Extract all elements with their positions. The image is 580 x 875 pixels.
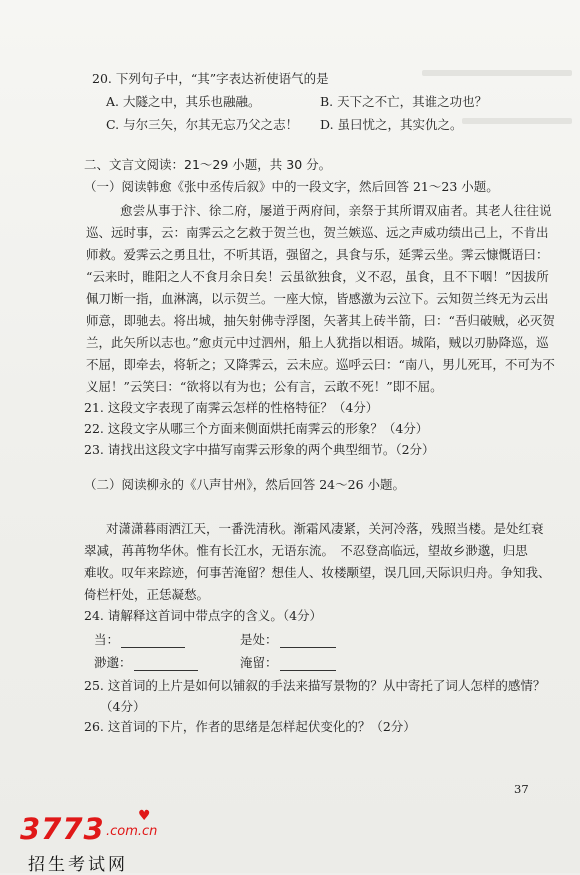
passage-line: 愈尝从事于汴、徐二府，屡道于两府间，亲祭于其所谓双庙者。其老人往往说 [120, 203, 552, 218]
passage-line: 巡、远时事，云：南霁云之乞救于贺兰也，贺兰嫉巡、远之声威功绩出己上，不肯出 [86, 225, 549, 240]
poem-line: 难收。叹年来踪迹，何事苦淹留？想佳人、妆楼颙望，误几回,天际识归舟。争知我、 [84, 565, 551, 580]
q24-answer-shichu [240, 632, 336, 648]
q22: 22. 这段文字从哪三个方面来侧面烘托南霁云的形象？（4分） [84, 421, 429, 436]
q24-answer-yanliu [240, 655, 336, 671]
logo-subtitle: 招生考试网 [28, 855, 128, 875]
q25-line2: （4分） [100, 699, 146, 714]
passage-line: 兰，此矢所以志也。”愈贞元中过泗州，船上人犹指以相语。城陷，贼以刃胁降巡，巡 [86, 335, 549, 350]
q25-line1: 25. 这首词的上片是如何以铺叙的手法来描写景物的？从中寄托了词人怎样的感情？ [84, 678, 546, 693]
logo-number: 3773 [20, 812, 105, 846]
q20-stem: 20. 下列句子中，“其”字表达祈使语气的是 [92, 71, 329, 86]
passage-line: 师意，即驰去。将出城，抽矢射佛寺浮图，矢著其上砖半箭，曰：“吾归破贼，必灭贺 [86, 313, 555, 328]
passage-line: 义屈！”云笑曰：“欲将以有为也；公有言，云敢不死！”即不屈。 [86, 379, 443, 394]
part1-intro: （一）阅读韩愈《张中丞传后叙》中的一段文字，然后回答 21～23 小题。 [84, 179, 499, 194]
answer-blank[interactable] [280, 647, 336, 648]
page-number: 37 [514, 782, 529, 796]
q24-label-yanliu: 淹留： [240, 655, 278, 670]
answer-blank[interactable] [134, 670, 198, 671]
q20-option-b: B. 天下之不亡，其谁之功也？ [320, 94, 488, 109]
answer-blank[interactable] [280, 670, 336, 671]
q26: 26. 这首词的下片，作者的思绪是怎样起伏变化的？（2分） [84, 719, 416, 734]
passage-line: “云来时，睢阳之人不食月余日矣！云虽欲独食，义不忍，虽食，且不下咽！”因拔所 [86, 269, 549, 284]
part2-intro: （二）阅读柳永的《八声甘州》，然后回答 24～26 小题。 [84, 477, 406, 492]
poem-line: 对潇潇暮雨洒江天，一番洗清秋。渐霜风凄紧，关河冷落，残照当楼。是处红衰 [106, 521, 544, 536]
section-heading: 二、文言文阅读：21～29 小题，共 30 分。 [84, 157, 332, 172]
poem-line: 翠减，苒苒物华休。惟有长江水，无语东流。 不忍登高临远，望故乡渺邈，归思 [84, 543, 528, 558]
q21: 21. 这段文字表现了南霁云怎样的性格特征？（4分） [84, 400, 379, 415]
answer-blank[interactable] [121, 647, 185, 648]
q20-option-a: A. 大隧之中，其乐也融融。 [106, 94, 261, 109]
q23: 23. 请找出这段文字中描写南霁云形象的两个典型细节。（2分） [84, 442, 435, 457]
passage-line: 不屈，即牵去，将斩之；又降霁云，云未应。巡呼云曰：“南八，男儿死耳，不可为不 [86, 357, 555, 372]
heart-icon: ♥ [138, 808, 151, 824]
q24: 24. 请解释这首词中带点字的含义。（4分） [84, 608, 323, 623]
logo-domain: .com.cn [106, 824, 158, 839]
q24-label-shichu: 是处： [240, 632, 278, 647]
passage-line: 师救。爱霁云之勇且壮，不听其语，强留之，具食与乐，延霁云坐。霁云慷慨语曰： [86, 247, 549, 262]
passage-line: 佩刀断一指，血淋漓，以示贺兰。一座大惊，皆感激为云泣下。云知贺兰终无为云出 [86, 291, 549, 306]
poem-line: 倚栏杆处，正恁凝愁。 [84, 587, 210, 602]
q24-answer-miaomiao [94, 655, 198, 671]
q24-label-dang: 当： [94, 632, 120, 647]
site-watermark-logo [20, 808, 180, 875]
q20-option-c: C. 与尔三矢，尔其无忘乃父之志！ [106, 117, 299, 132]
q24-answer-dang [94, 632, 185, 648]
q24-label-miaomiao: 渺邈： [94, 655, 132, 670]
q20-option-d: D. 虽曰忧之，其实仇之。 [320, 117, 463, 132]
